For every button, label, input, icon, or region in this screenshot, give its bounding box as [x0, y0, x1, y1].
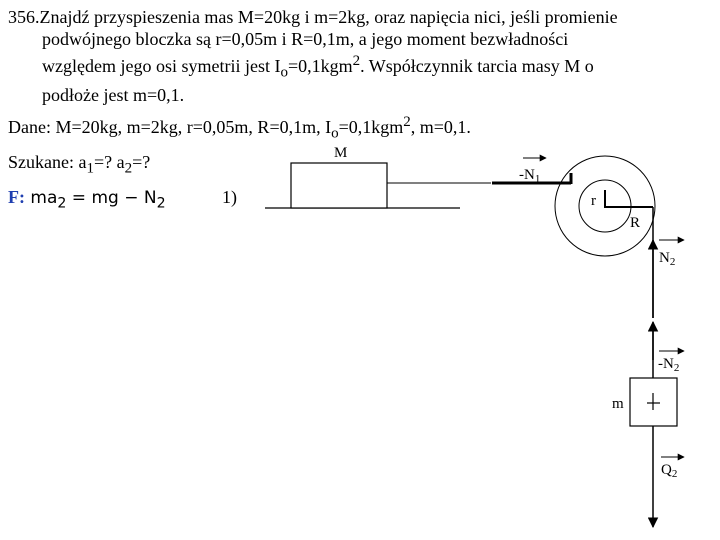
equation-number: 1)	[222, 187, 237, 207]
problem-line-1: 356.Znajdź przyspieszenia mas M=20kg i m=2kg, oraz napięcia nici, jeśli promienie	[8, 7, 618, 27]
label-m: m	[612, 396, 624, 412]
problem-number: 356.	[8, 7, 40, 27]
sought-data: Szukane: $a_1=$? $a_2=$?	[8, 152, 151, 177]
label-M: M	[334, 145, 348, 161]
equation-label: F:	[8, 187, 25, 207]
label-R: R	[630, 215, 641, 231]
label-r: r	[591, 193, 596, 209]
label-minus-N1: $-N_1$	[519, 167, 541, 185]
equation-body: $ma_2$ = mg − $N_2$	[25, 188, 166, 212]
problem-line-2: podwójnego bloczka są r=0,05m i R=0,1m, a jego moment bezwładności	[42, 29, 569, 49]
label-N2: $N_2$	[659, 250, 676, 268]
label-minus-N2: $-N_2$	[658, 356, 680, 374]
given-data: Dane: M=20kg, m=2kg, r=0,05m, R=0,1m, $I_o=0,1kgm^2$, m=0,1.	[8, 114, 471, 142]
block-M	[291, 163, 387, 208]
problem-line-3: względem jego osi symetrii jest $I_o=0,1kgm^2$. Współczynnik tarcia masy M o	[42, 53, 594, 81]
problem-line-4: podłoże jest m=0,1.	[42, 84, 185, 105]
label-Q2: $Q_2$	[661, 462, 678, 480]
